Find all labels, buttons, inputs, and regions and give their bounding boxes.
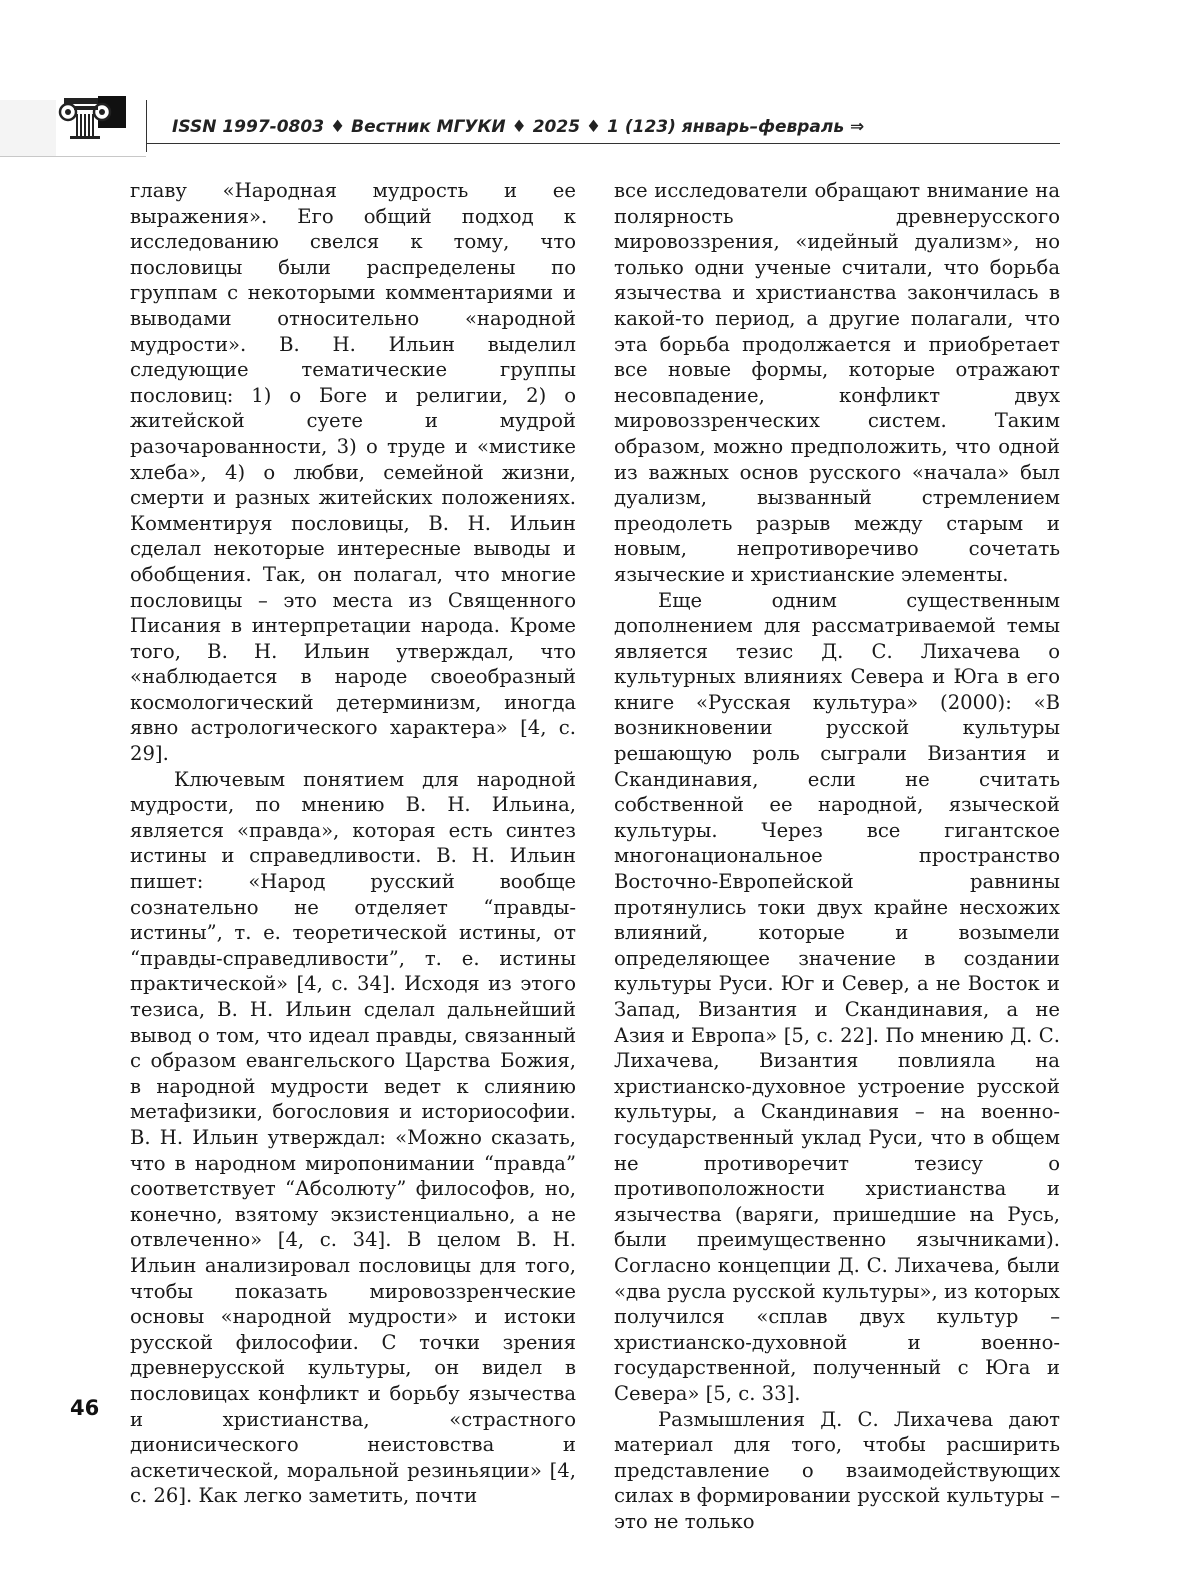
ionic-column-logo-icon [58,96,128,140]
header-rule [146,143,1060,144]
paragraph: Размышления Д. С. Лихачева дают материал для того, чтобы расширить представление о взаимодействующих силах в формировании русской культуры – это не только [614,1407,1060,1533]
header-vertical-rule [146,100,147,152]
page-number: 46 [70,1396,100,1420]
left-column [130,178,576,1509]
paragraph: Еще одним существенным дополнением для рассматриваемой темы является тезис Д. С. Лихачева о культурных влияниях Севера и Юга в его книге «Русская культура» (2000): «В возникновении русской культуры решающую роль сыграли Византия и Скандинавия, если не считать собственной ее народной, языческой культуры. Через все гигантское многонациональное пространство Восточно-Европейской равнины протянулись токи двух крайне несхожих влияний, которые и возымели определяющее значение в создании культуры Руси. Юг и Север, а не Восток и Запад, Византия и Скандинавия, а не Азия и Европа» [5, с. 22]. По мнению Д. С. Лихачева, Византия повлияла на христианско-духовное устроение русской культуры, а Скандинавия – на военно-государственный уклад Руси, что в общем не противоречит тезису о противоположности христианства и язычества (варяги, пришедшие на Русь, были преимущественно язычниками). Согласно концепции Д. С. Лихачева, были «два русла русской культуры», из которых получился «сплав двух культур – христианско-духовной и военно-государственной, полученный с Юга и Севера» [5, с. 33]. [614,588,1060,1405]
paragraph: все исследователи обращают внимание на полярность древнерусского мировоззрения, «идейный дуализм», но только одни ученые считали, что борьба язычества и христианства закончилась в какой-то период, а другие полагали, что эта борьба продолжается и приобретает все новые формы, которые отражают несовпадение, конфликт двух мировоззренческих систем. Таким образом, можно предположить, что одной из важных основ русского «начала» был дуализм, вызванный стремлением преодолеть разрыв между старым и новым, непротиворечиво сочетать языческие и христианские элементы. [614,179,1060,586]
right-column [614,178,1060,1534]
running-head: ISSN 1997-0803 ♦ Вестник МГУКИ ♦ 2025 ♦ 1 (123) январь–февраль ⇒ [172,117,865,137]
paragraph: Ключевым понятием для народной мудрости, по мнению В. Н. Ильина, является «правда», которая есть синтез истины и справедливости. В. Н. Ильин пишет: «Народ русский вообще сознательно не отделяет “правды-истины”, т. е. теоретической истины, от “правды-справедливости”, т. е. истины практической» [4, с. 34]. Исходя из этого тезиса, В. Н. Ильин сделал дальнейший вывод о том, что идеал правды, связанный с образом евангельского Царства Божия, в народной мудрости ведет к слиянию метафизики, богословия и историософии. В. Н. Ильин утверждал: «Можно сказать, что в народном миропонимании “правда” соответствует “Абсолюту” философов, но, конечно, взятому экзистенциально, а не отвлеченно» [4, с. 34]. В целом В. Н. Ильин анализировал пословицы для того, чтобы показать мировоззренческие основы «народной мудрости» и истоки русской философии. С точки зрения древнерусской культуры, он видел в пословицах конфликт и борьбу язычества и христианства, «страстного дионисического неистовства и аскетической, моральной резиньяции» [4, с. 26]. Как легко заметить, почти [130,767,576,1508]
header-corner-rule [0,156,146,157]
paragraph: главу «Народная мудрость и ее выражения». Его общий подход к исследованию свелся к тому, что пословицы были распределены по группам с некоторыми комментариями и выводами относительно «народной мудрости». В. Н. Ильин выделил следующие тематические группы пословиц: 1) о Боге и религии, 2) о житейской суете и мудрой разочарованности, 3) о труде и «мистике хлеба», 4) о любви, семейной жизни, смерти и разных житейских положениях. Комментируя пословицы, В. Н. Ильин сделал некоторые интересные выводы и обобщения. Так, он полагал, что многие пословицы – это места из Священного Писания в интерпретации народа. Кроме того, В. Н. Ильин утверждал, что «наблюдается в народе своеобразный космологический детерминизм, иногда явно астрологического характера» [4, с. 29]. [130,179,576,766]
header-corner-shade [0,100,56,156]
